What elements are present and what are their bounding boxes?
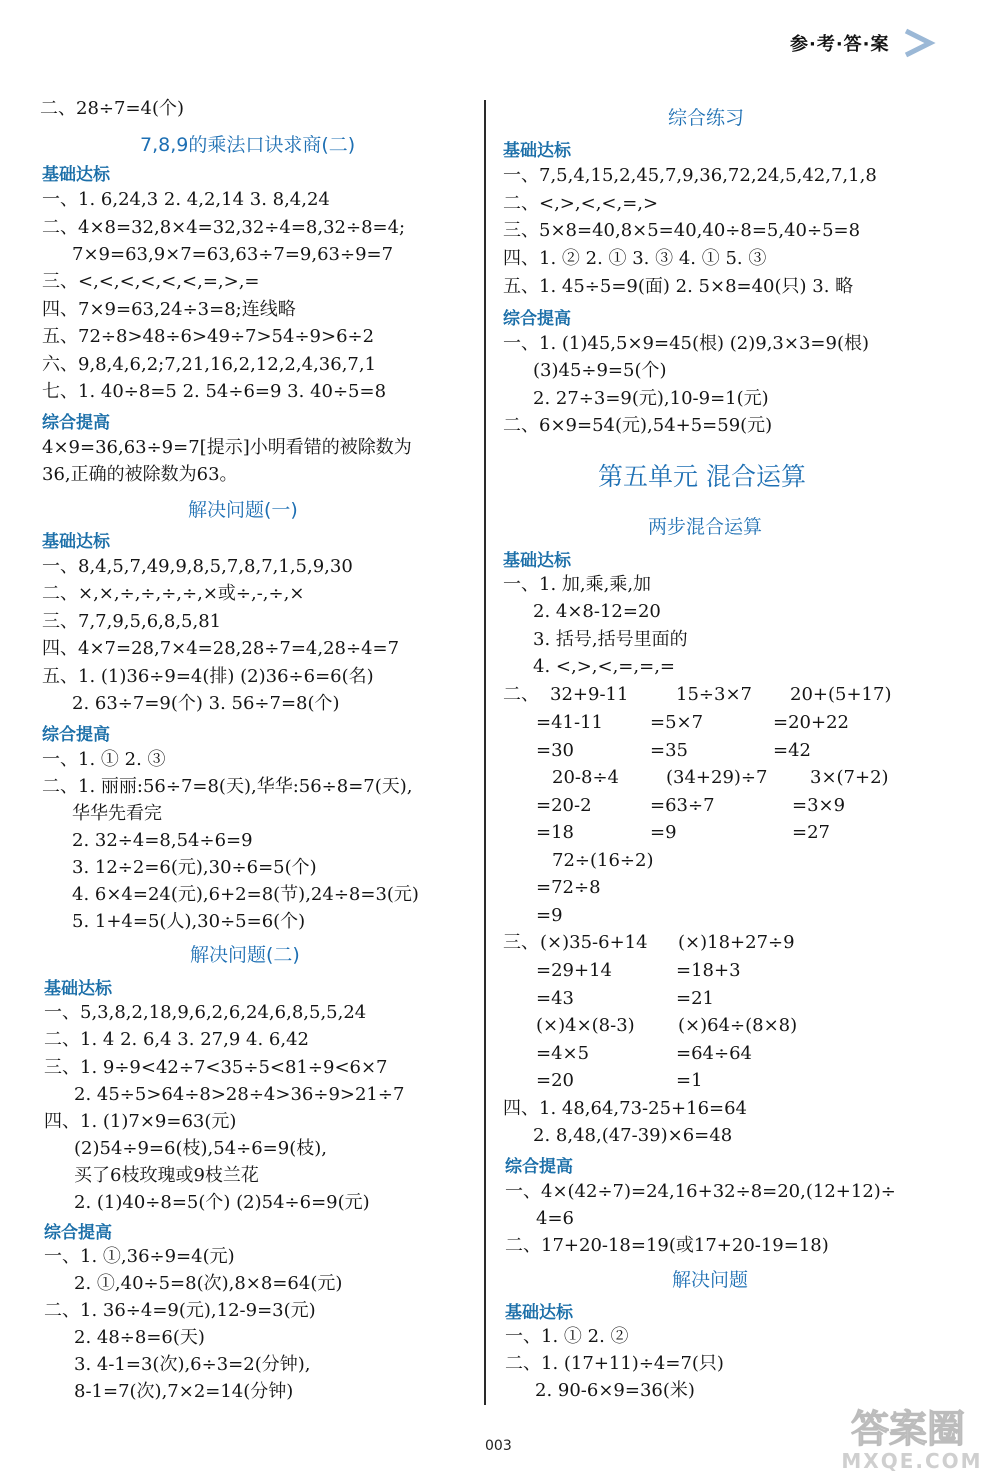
answer-line: 五、72÷8>48÷6>49÷7>54÷9>6÷2 xyxy=(42,326,375,347)
chevron-right-icon xyxy=(900,28,940,58)
answer-line: 一、1. (1)45,5×9=45(根) (2)9,3×3=9(根) xyxy=(503,333,869,354)
answer-line: 2. 45÷5>64÷8>28÷4>36÷9>21÷7 xyxy=(74,1084,405,1105)
section-title: 解决问题(一) xyxy=(188,499,298,521)
answer-line: 二、4×8=32,8×4=32,32÷4=8,32÷8=4; xyxy=(42,217,406,238)
answer-line: 七、1. 40÷8=5 2. 54÷6=9 3. 40÷5=8 xyxy=(42,381,387,402)
answer-line: 4=6 xyxy=(536,1208,574,1229)
answer-line: 2. 90-6×9=36(米) xyxy=(535,1380,695,1401)
answer-line: 4×9=36,63÷9=7[提示]小明看错的被除数为 xyxy=(42,437,412,458)
calc-step: =29+14 xyxy=(536,960,612,981)
answer-line: 二、1. (17+11)÷4=7(只) xyxy=(505,1353,724,1374)
calc-step: 32+9-11 xyxy=(550,684,629,705)
answer-line: 二、28÷7=4(个) xyxy=(40,98,185,119)
calc-step: =63÷7 xyxy=(650,795,715,816)
answer-line: 4. <,>,<,=,=,= xyxy=(533,656,675,677)
answer-line: 三、 xyxy=(503,932,539,953)
answer-line: 四、1. (1)7×9=63(元) xyxy=(44,1111,237,1132)
calc-step: =18 xyxy=(536,822,574,843)
calc-step: 3×(7+2) xyxy=(810,767,889,788)
watermark-logo xyxy=(830,1400,990,1472)
answer-line: 五、1. 45÷5=9(面) 2. 5×8=40(只) 3. 略 xyxy=(503,276,854,297)
calc-step: =1 xyxy=(676,1070,703,1091)
subsection-title: 综合提高 xyxy=(42,413,110,433)
answer-line: 一、4×(42÷7)=24,16+32÷8=20,(12+12)÷ xyxy=(505,1181,896,1202)
section-title: 综合练习 xyxy=(668,107,745,129)
answer-line: 二、17+20-18=19(或17+20-19=18) xyxy=(505,1235,829,1256)
answer-line: (2)54÷9=6(枝),54÷6=9(枝), xyxy=(74,1138,327,1159)
answer-line: 2. ①,40÷5=8(次),8×8=64(元) xyxy=(74,1273,343,1294)
calc-step: (×)18+27÷9 xyxy=(678,932,795,953)
answer-line: 二、1. 4 2. 6,4 3. 27,9 4. 6,42 xyxy=(44,1029,309,1050)
watermark-bottom: MXQE.COM xyxy=(841,1449,983,1472)
answer-line: 一、1. ① 2. ③ xyxy=(42,749,166,770)
subsection-title: 基础达标 xyxy=(503,551,571,571)
subsection-title: 综合提高 xyxy=(44,1223,112,1243)
calc-step: 15÷3×7 xyxy=(676,684,752,705)
answer-line: 买了6枝玫瑰或9枝兰花 xyxy=(74,1165,259,1186)
subsection-title: 基础达标 xyxy=(42,165,110,185)
answer-line: 一、5,3,8,2,18,9,6,2,6,24,6,8,5,5,24 xyxy=(44,1002,367,1023)
subsection-title: 综合提高 xyxy=(42,725,110,745)
answer-line: 二、1. 丽丽:56÷7=8(天),华华:56÷8=7(天), xyxy=(42,776,413,797)
answer-line: 3. 4-1=3(次),6÷3=2(分钟), xyxy=(74,1354,311,1375)
answer-line: (3)45÷9=5(个) xyxy=(533,360,667,381)
section-title: 解决问题 xyxy=(672,1269,749,1291)
calc-step: =3×9 xyxy=(792,795,846,816)
column-divider xyxy=(484,100,486,1405)
answer-line: 2. 8,48,(47-39)×6=48 xyxy=(533,1125,733,1146)
calc-step: =30 xyxy=(536,740,574,761)
calc-step: =41-11 xyxy=(536,712,603,733)
unit-title: 第五单元 混合运算 xyxy=(598,462,806,491)
calc-step: =20-2 xyxy=(536,795,592,816)
subsection-title: 综合提高 xyxy=(503,309,571,329)
answer-line: 7×9=63,9×7=63,63÷7=9,63÷9=7 xyxy=(72,244,394,265)
calc-step: 20-8÷4 xyxy=(552,767,619,788)
calc-step: 72÷(16÷2) xyxy=(552,850,654,871)
answer-line: 4. 6×4=24(元),6+2=8(节),24÷8=3(元) xyxy=(72,884,419,905)
calc-step: =21 xyxy=(676,988,714,1009)
calc-step: =18+3 xyxy=(676,960,741,981)
answer-line: 一、1. ①,36÷9=4(元) xyxy=(44,1246,235,1267)
calc-step: =20 xyxy=(536,1070,574,1091)
answer-line: 华华先看完 xyxy=(72,803,162,824)
calc-step: =4×5 xyxy=(536,1043,590,1064)
answer-line: 3. 括号,括号里面的 xyxy=(533,629,688,650)
answer-line: 五、1. (1)36÷9=4(排) (2)36÷6=6(名) xyxy=(42,666,374,687)
answer-line: 二、<,>,<,<,=,> xyxy=(503,193,659,214)
answer-line: 三、5×8=40,8×5=40,40÷8=5,40÷5=8 xyxy=(503,220,861,241)
header-label: 参·考·答·案 xyxy=(790,34,890,55)
section-title: 解决问题(二) xyxy=(190,944,300,966)
answer-line: 二、1. 36÷4=9(元),12-9=3(元) xyxy=(44,1300,316,1321)
section-title: 7,8,9的乘法口诀求商(二) xyxy=(140,134,356,156)
answer-line: 一、7,5,4,15,2,45,7,9,36,72,24,5,42,7,1,8 xyxy=(503,165,877,186)
subsection-title: 基础达标 xyxy=(503,141,571,161)
watermark-top: 答案圈 xyxy=(850,1407,966,1451)
answer-line: 四、1. ② 2. ① 3. ③ 4. ① 5. ③ xyxy=(503,248,767,269)
calc-step: =9 xyxy=(650,822,677,843)
answer-line: 8-1=7(次),7×2=14(分钟) xyxy=(74,1381,294,1402)
subsection-title: 基础达标 xyxy=(44,979,112,999)
answer-line: 2. (1)40÷8=5(个) (2)54÷6=9(元) xyxy=(74,1192,370,1213)
answer-line: 三、1. 9÷9<42÷7<35÷5<81÷9<6×7 xyxy=(44,1057,388,1078)
calc-step: =35 xyxy=(650,740,688,761)
calc-step: =20+22 xyxy=(773,712,849,733)
page-number: 003 xyxy=(485,1438,512,1454)
calc-step: (×)4×(8-3) xyxy=(536,1015,635,1036)
calc-step: =9 xyxy=(536,905,563,926)
answer-line: 二、6×9=54(元),54+5=59(元) xyxy=(503,415,773,436)
calc-step: =64÷64 xyxy=(676,1043,752,1064)
answer-line: 一、8,4,5,7,49,9,8,5,7,8,7,1,5,9,30 xyxy=(42,556,353,577)
answer-line: 三、<,<,<,<,<,<,=,>,= xyxy=(42,271,260,292)
answer-line: 四、7×9=63,24÷3=8;连线略 xyxy=(42,299,296,320)
answer-line: 5. 1+4=5(人),30÷5=6(个) xyxy=(72,911,306,932)
answer-line: 2. 32÷4=8,54÷6=9 xyxy=(72,830,253,851)
answer-line: 36,正确的被除数为63。 xyxy=(42,464,238,485)
calc-step: (34+29)÷7 xyxy=(666,767,768,788)
answer-line: 三、7,7,9,5,6,8,5,81 xyxy=(42,611,222,632)
answer-line: 一、1. 6,24,3 2. 4,2,14 3. 8,4,24 xyxy=(42,189,330,210)
answer-line: 二、×,×,÷,÷,÷,÷,×或÷,-,÷,× xyxy=(42,583,305,604)
calc-step: =43 xyxy=(536,988,574,1009)
calc-step: (×)35-6+14 xyxy=(540,932,648,953)
answer-line: 2. 4×8-12=20 xyxy=(533,601,661,622)
answer-line: 二、 xyxy=(503,684,539,705)
subsection-title: 综合提高 xyxy=(505,1157,573,1177)
calc-step: =5×7 xyxy=(650,712,704,733)
answer-line: 一、1. ① 2. ② xyxy=(505,1326,629,1347)
answer-line: 2. 63÷7=9(个) 3. 56÷7=8(个) xyxy=(72,693,340,714)
subsection-title: 基础达标 xyxy=(505,1303,573,1323)
answer-line: 六、9,8,4,6,2;7,21,16,2,12,2,4,36,7,1 xyxy=(42,354,377,375)
answer-line: 一、1. 加,乘,乘,加 xyxy=(503,574,652,595)
answer-line: 四、4×7=28,7×4=28,28÷7=4,28÷4=7 xyxy=(42,638,400,659)
answer-line: 2. 48÷8=6(天) xyxy=(74,1327,205,1348)
subsection-title: 基础达标 xyxy=(42,532,110,552)
answer-line: 2. 27÷3=9(元),10-9=1(元) xyxy=(533,388,769,409)
calc-step: 20+(5+17) xyxy=(790,684,892,705)
calc-step: =72÷8 xyxy=(536,877,601,898)
answer-line: 四、1. 48,64,73-25+16=64 xyxy=(503,1098,748,1119)
calc-step: (×)64÷(8×8) xyxy=(678,1015,798,1036)
answer-line: 3. 12÷2=6(元),30÷6=5(个) xyxy=(72,857,317,878)
section-title: 两步混合运算 xyxy=(648,516,763,538)
calc-step: =42 xyxy=(773,740,811,761)
calc-step: =27 xyxy=(792,822,830,843)
